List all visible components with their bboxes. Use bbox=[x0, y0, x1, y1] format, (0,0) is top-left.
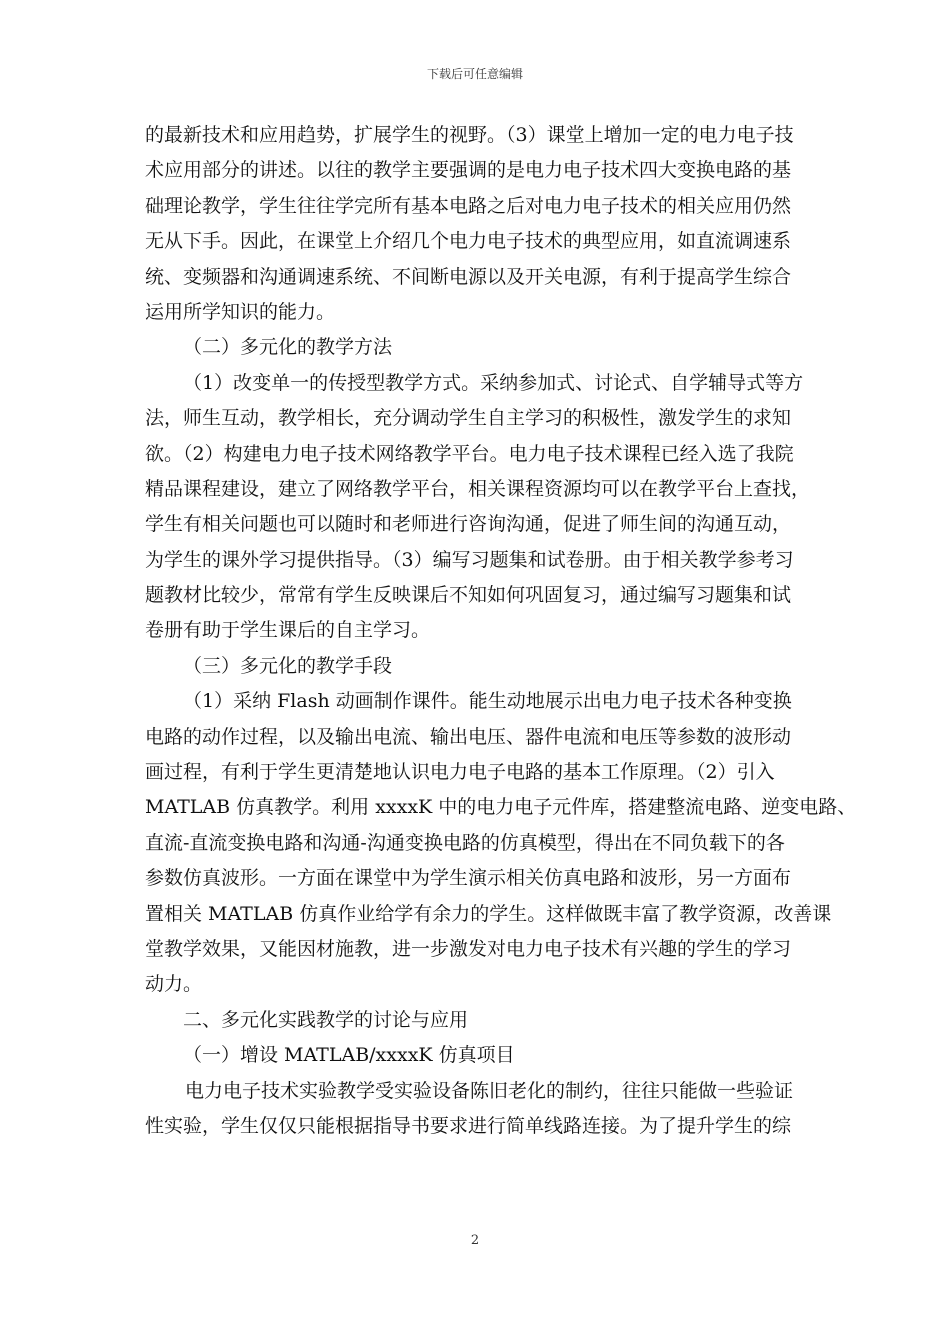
body-line: 题教材比较少，常常有学生反映课后不知如何巩固复习，通过编写习题集和试 bbox=[145, 584, 792, 607]
body-line: 法，师生互动，教学相长，充分调动学生自主学习的积极性，激发学生的求知 bbox=[145, 407, 792, 430]
body-line: 础理论教学，学生往往学完所有基本电路之后对电力电子技术的相关应用仍然 bbox=[145, 194, 792, 217]
page-number: 2 bbox=[470, 1233, 480, 1248]
body-line: 画过程，有利于学生更清楚地认识电力电子电路的基本工作原理。（2）引入 bbox=[145, 761, 775, 784]
body-line: 运用所学知识的能力。 bbox=[145, 300, 336, 323]
body-line: 动力。 bbox=[145, 973, 203, 996]
body-line: 参数仿真波形。一方面在课堂中为学生演示相关仿真电路和波形，另一方面布 bbox=[145, 867, 792, 890]
section-heading: （二）多元化的教学方法 bbox=[183, 336, 393, 359]
body-line: MATLAB 仿真教学。利用 xxxxK 中的电力电子元件库，搭建整流电路、逆变电路、 bbox=[145, 796, 857, 819]
body-line: 电路的动作过程，以及输出电流、输出电压、器件电流和电压等参数的波形动 bbox=[145, 725, 792, 748]
body-line: 置相关 MATLAB 仿真作业给学有余力的学生。这样做既丰富了教学资源，改善课 bbox=[145, 902, 832, 925]
subsection-heading: （一）增设 MATLAB/xxxxK 仿真项目 bbox=[183, 1044, 515, 1067]
body-line: 性实验，学生仅仅只能根据指导书要求进行简单线路连接。为了提升学生的综 bbox=[145, 1114, 792, 1137]
body-line: （1）采纳 Flash 动画制作课件。能生动地展示出电力电子技术各种变换 bbox=[183, 690, 792, 713]
body-line: 统、变频器和沟通调速系统、不间断电源以及开关电源，有利于提高学生综合 bbox=[145, 265, 792, 288]
body-line: 欲。（2）构建电力电子技术网络教学平台。电力电子技术课程已经入选了我院 bbox=[145, 442, 794, 465]
document-body bbox=[145, 118, 857, 1144]
page-header: 下载后可任意编辑 bbox=[426, 67, 523, 81]
body-line: 卷册有助于学生课后的自主学习。 bbox=[145, 619, 431, 642]
body-line: 精品课程建设，建立了网络教学平台，相关课程资源均可以在教学平台上查找， bbox=[145, 477, 811, 500]
body-line: （1）改变单一的传授型教学方式。采纳参加式、讨论式、自学辅导式等方 bbox=[183, 371, 804, 394]
body-line: 堂教学效果，又能因材施教，进一步激发对电力电子技术有兴趣的学生的学习 bbox=[145, 937, 792, 960]
section-heading: （三）多元化的教学手段 bbox=[183, 654, 393, 677]
body-line: 电力电子技术实验教学受实验设备陈旧老化的制约，往往只能做一些验证 bbox=[185, 1079, 794, 1102]
body-line: 为学生的课外学习提供指导。（3）编写习题集和试卷册。由于相关教学参考习 bbox=[145, 548, 794, 571]
body-line: 无从下手。因此，在课堂上介绍几个电力电子技术的典型应用，如直流调速系 bbox=[145, 230, 792, 253]
body-line: 术应用部分的讲述。以往的教学主要强调的是电力电子技术四大变换电路的基 bbox=[145, 159, 792, 182]
body-line: 的最新技术和应用趋势，扩展学生的视野。（3）课堂上增加一定的电力电子技 bbox=[145, 124, 794, 146]
section-heading: 二、多元化实践教学的讨论与应用 bbox=[183, 1008, 469, 1031]
body-line: 学生有相关问题也可以随时和老师进行咨询沟通，促进了师生间的沟通互动， bbox=[145, 513, 792, 536]
body-line: 直流-直流变换电路和沟通-沟通变换电路的仿真模型，得出在不同负载下的各 bbox=[145, 831, 785, 854]
